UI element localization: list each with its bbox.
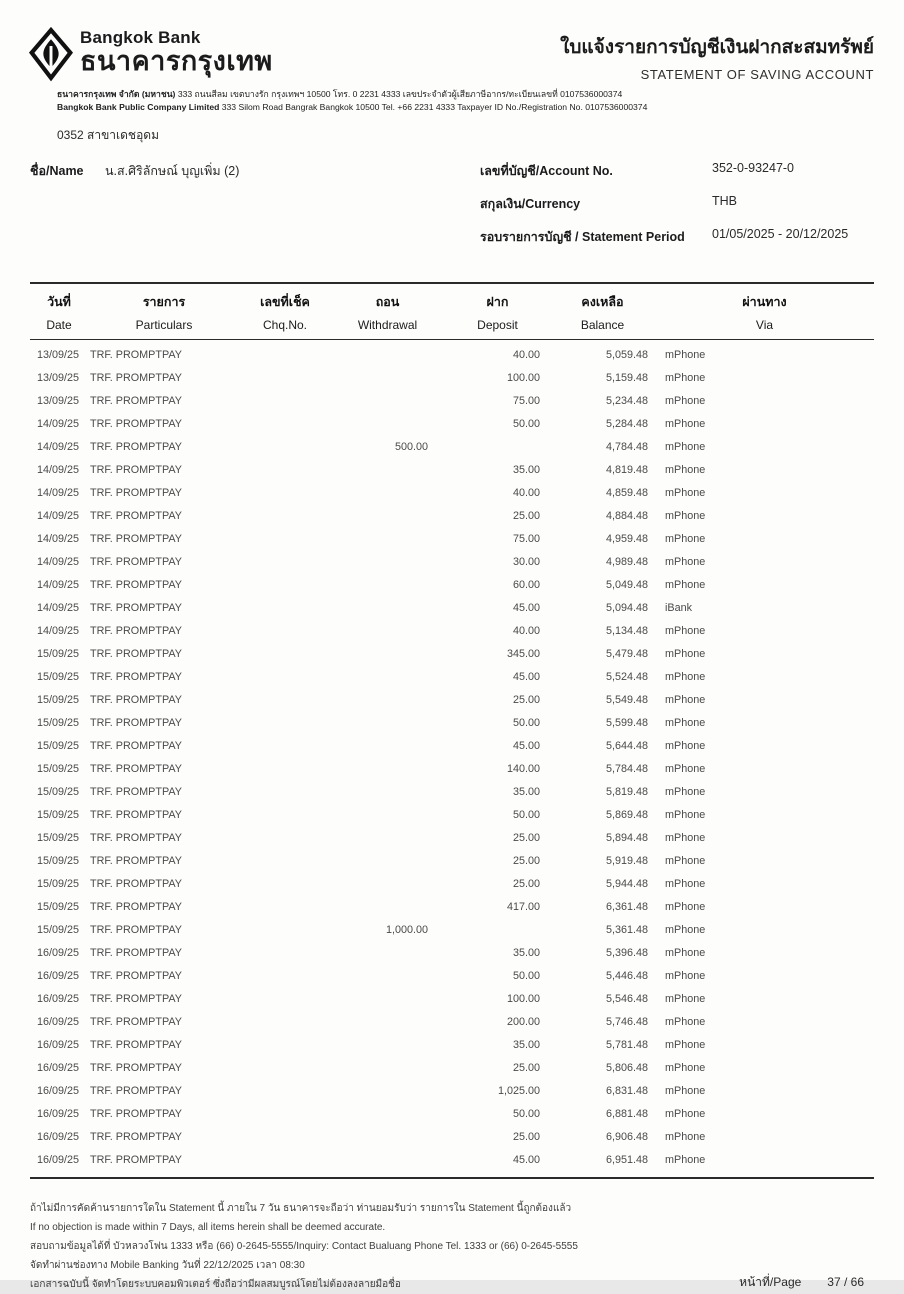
cell-via: mPhone: [665, 1016, 706, 1029]
cell-via: mPhone: [665, 717, 706, 730]
cell-balance: 4,784.48: [605, 441, 648, 454]
table-row: [30, 620, 874, 643]
table-row: [30, 1126, 874, 1149]
cell-deposit: 40.00: [512, 349, 540, 362]
cell-via: mPhone: [665, 556, 706, 569]
cell-balance: 6,831.48: [605, 1085, 648, 1098]
cell-date: 13/09/25: [37, 349, 80, 362]
cell-via: mPhone: [665, 533, 706, 546]
cell-via: mPhone: [665, 1154, 706, 1167]
cell-date: 16/09/25: [37, 1062, 80, 1075]
cell-particulars: TRF. PROMPTPAY: [90, 556, 182, 569]
cell-balance: 6,881.48: [605, 1108, 648, 1121]
column-header-cheque-no-english: Chq.No.: [262, 317, 308, 332]
cell-date: 16/09/25: [37, 947, 80, 960]
cell-balance: 6,361.48: [605, 901, 648, 914]
cell-date: 15/09/25: [37, 786, 80, 799]
cell-date: 16/09/25: [37, 1154, 80, 1167]
cell-particulars: TRF. PROMPTPAY: [90, 1062, 182, 1075]
column-header-balance-english: Balance: [580, 317, 625, 332]
table-row: [30, 482, 874, 505]
footer-disclaimer-english: If no objection is made within 7 Days, all items herein shall be deemed accurate.: [30, 1221, 386, 1233]
table-row: [30, 1057, 874, 1080]
cell-particulars: TRF. PROMPTPAY: [90, 395, 182, 408]
column-header-withdrawal: [330, 292, 445, 332]
bank-address-english-rest: 333 Silom Road Bangrak Bangkok 10500 Tel. +66 2231 4333 Taxpayer ID No./Registration No. 0107536000374: [219, 101, 648, 112]
page-number: [739, 1273, 864, 1292]
table-row: [30, 919, 874, 942]
cell-date: 14/09/25: [37, 625, 80, 638]
cell-particulars: TRF. PROMPTPAY: [90, 1085, 182, 1098]
bank-address-english: [57, 101, 874, 114]
cell-balance: 4,859.48: [605, 487, 648, 500]
bank-address-thai-rest: 333 ถนนสีลม เขตบางรัก กรุงเทพฯ 10500 โทร. 0 2231 4333 เลขประจำตัวผู้เสียภาษีอากร/ทะเบียนเลขที่ 0107536000374: [175, 89, 623, 99]
cell-deposit: 35.00: [512, 1039, 540, 1052]
table-row: [30, 1080, 874, 1103]
name-label: ชื่อ/Name: [30, 163, 84, 178]
cell-particulars: TRF. PROMPTPAY: [90, 993, 182, 1006]
cell-via: mPhone: [665, 1085, 706, 1098]
cell-balance: 5,524.48: [605, 671, 648, 684]
cell-via: mPhone: [665, 947, 706, 960]
table-row: [30, 758, 874, 781]
cell-via: mPhone: [665, 1131, 706, 1144]
cell-date: 14/09/25: [37, 441, 80, 454]
cell-deposit: 35.00: [512, 947, 540, 960]
table-row: [30, 413, 874, 436]
statement-period-label: รอบรายการบัญชี / Statement Period: [480, 229, 685, 244]
cell-deposit: 200.00: [506, 1016, 540, 1029]
cell-date: 16/09/25: [37, 1016, 80, 1029]
table-row: [30, 873, 874, 896]
column-header-deposit: [445, 292, 550, 332]
table-row: [30, 367, 874, 390]
cell-via: mPhone: [665, 1062, 706, 1075]
column-header-particulars-english: Particulars: [135, 317, 193, 332]
cell-balance: 5,361.48: [605, 924, 648, 937]
footer-computer-generated-line: เอกสารฉบับนี้ จัดทำโดยระบบคอมพิวเตอร์ ซึ่งถือว่ามีผลสมบูรณ์โดยไม่ต้องลงลายมือชื่อ: [30, 1278, 401, 1290]
cell-via: mPhone: [665, 1039, 706, 1052]
cell-balance: 5,049.48: [605, 579, 648, 592]
cell-date: 13/09/25: [37, 372, 80, 385]
cell-via: mPhone: [665, 832, 706, 845]
cell-balance: 5,479.48: [605, 648, 648, 661]
cell-balance: 5,284.48: [605, 418, 648, 431]
table-row: [30, 781, 874, 804]
cell-date: 15/09/25: [37, 878, 80, 891]
cell-date: 14/09/25: [37, 464, 80, 477]
statement-rows: [30, 340, 874, 1177]
document-titles: [560, 26, 874, 82]
cell-balance: 5,599.48: [605, 717, 648, 730]
cell-withdrawal: 500.00: [394, 441, 428, 454]
column-header-via: [655, 292, 874, 332]
footer-disclaimer-thai: ถ้าไม่มีการคัดค้านรายการใดใน Statement นี้ ภายใน 7 วัน ธนาคารจะถือว่า ท่านยอมรับว่า รายการใน Statement นี้ถูกต้องแล้ว: [30, 1202, 572, 1214]
cell-deposit: 100.00: [506, 993, 540, 1006]
cell-particulars: TRF. PROMPTPAY: [90, 579, 182, 592]
cell-withdrawal: 1,000.00: [385, 924, 428, 937]
cell-date: 15/09/25: [37, 694, 80, 707]
cell-deposit: 35.00: [512, 786, 540, 799]
cell-particulars: TRF. PROMPTPAY: [90, 694, 182, 707]
cell-via: mPhone: [665, 349, 706, 362]
page-header: [0, 0, 904, 82]
bank-name-english: Bangkok Bank: [80, 28, 201, 47]
cell-date: 15/09/25: [37, 809, 80, 822]
table-row: [30, 1103, 874, 1126]
page-footer: [30, 1199, 874, 1294]
column-header-date-thai: วันที่: [47, 294, 71, 309]
column-header-deposit-english: Deposit: [477, 317, 518, 332]
cell-date: 15/09/25: [37, 901, 80, 914]
cell-date: 16/09/25: [37, 993, 80, 1006]
cell-date: 14/09/25: [37, 487, 80, 500]
column-header-via-thai: ผ่านทาง: [742, 294, 787, 309]
cell-deposit: 45.00: [512, 740, 540, 753]
bank-names: [80, 26, 273, 75]
cell-balance: 5,746.48: [605, 1016, 648, 1029]
bank-address-thai-lead: ธนาคารกรุงเทพ จำกัด (มหาชน): [57, 89, 176, 99]
cell-particulars: TRF. PROMPTPAY: [90, 464, 182, 477]
cell-particulars: TRF. PROMPTPAY: [90, 1154, 182, 1167]
cell-particulars: TRF. PROMPTPAY: [90, 1131, 182, 1144]
cell-deposit: 75.00: [512, 395, 540, 408]
table-row: [30, 505, 874, 528]
cell-particulars: TRF. PROMPTPAY: [90, 740, 182, 753]
account-number-label: เลขที่บัญชี/Account No.: [480, 163, 613, 178]
table-row: [30, 712, 874, 735]
cell-balance: 5,396.48: [605, 947, 648, 960]
cell-date: 15/09/25: [37, 855, 80, 868]
account-info: [30, 161, 874, 260]
cell-balance: 6,906.48: [605, 1131, 648, 1144]
table-row: [30, 643, 874, 666]
cell-date: 16/09/25: [37, 1108, 80, 1121]
cell-date: 15/09/25: [37, 671, 80, 684]
cell-via: iBank: [665, 602, 693, 615]
account-number-row: [480, 161, 874, 181]
cell-particulars: TRF. PROMPTPAY: [90, 418, 182, 431]
bank-name-thai: ธนาคารกรุงเทพ: [80, 45, 273, 76]
table-row: [30, 1149, 874, 1172]
cell-balance: 5,159.48: [605, 372, 648, 385]
table-row: [30, 1034, 874, 1057]
page-number-label: หน้าที่/Page: [739, 1274, 802, 1289]
cell-via: mPhone: [665, 648, 706, 661]
cell-particulars: TRF. PROMPTPAY: [90, 625, 182, 638]
cell-balance: 4,989.48: [605, 556, 648, 569]
cell-date: 16/09/25: [37, 1085, 80, 1098]
cell-particulars: TRF. PROMPTPAY: [90, 717, 182, 730]
cell-deposit: 25.00: [512, 855, 540, 868]
document-title-thai: ใบแจ้งรายการบัญชีเงินฝากสะสมทรัพย์: [560, 37, 874, 58]
cell-particulars: TRF. PROMPTPAY: [90, 441, 182, 454]
cell-balance: 5,446.48: [605, 970, 648, 983]
cell-balance: 5,234.48: [605, 395, 648, 408]
cell-particulars: TRF. PROMPTPAY: [90, 809, 182, 822]
cell-deposit: 25.00: [512, 878, 540, 891]
cell-via: mPhone: [665, 625, 706, 638]
table-row: [30, 459, 874, 482]
cell-date: 15/09/25: [37, 763, 80, 776]
bank-address-english-lead: Bangkok Bank Public Company Limited: [57, 101, 220, 112]
document-title-english: STATEMENT OF SAVING ACCOUNT: [640, 67, 874, 82]
cell-balance: 5,644.48: [605, 740, 648, 753]
table-row: [30, 735, 874, 758]
cell-balance: 6,951.48: [605, 1154, 648, 1167]
bangkok-bank-lotus-logo-icon: [30, 28, 72, 80]
cell-deposit: 100.00: [506, 372, 540, 385]
cell-balance: 5,894.48: [605, 832, 648, 845]
cell-deposit: 50.00: [512, 418, 540, 431]
column-header-cheque-no: [240, 292, 330, 332]
cell-via: mPhone: [665, 993, 706, 1006]
cell-deposit: 50.00: [512, 809, 540, 822]
cell-via: mPhone: [665, 441, 706, 454]
table-row: [30, 551, 874, 574]
cell-deposit: 30.00: [512, 556, 540, 569]
cell-particulars: TRF. PROMPTPAY: [90, 510, 182, 523]
cell-balance: 5,869.48: [605, 809, 648, 822]
cell-deposit: 40.00: [512, 625, 540, 638]
cell-deposit: 50.00: [512, 970, 540, 983]
table-row: [30, 896, 874, 919]
cell-deposit: 75.00: [512, 533, 540, 546]
table-row: [30, 528, 874, 551]
currency-label: สกุลเงิน/Currency: [480, 196, 581, 211]
cell-particulars: TRF. PROMPTPAY: [90, 533, 182, 546]
cell-deposit: 345.00: [506, 648, 540, 661]
table-row: [30, 689, 874, 712]
cell-deposit: 50.00: [512, 1108, 540, 1121]
cell-deposit: 25.00: [512, 510, 540, 523]
cell-particulars: TRF. PROMPTPAY: [90, 901, 182, 914]
cell-date: 15/09/25: [37, 832, 80, 845]
cell-date: 16/09/25: [37, 1131, 80, 1144]
account-details: [480, 161, 874, 260]
cell-date: 14/09/25: [37, 579, 80, 592]
cell-date: 15/09/25: [37, 717, 80, 730]
table-row: [30, 965, 874, 988]
cell-via: mPhone: [665, 372, 706, 385]
cell-date: 14/09/25: [37, 510, 80, 523]
cell-particulars: TRF. PROMPTPAY: [90, 349, 182, 362]
cell-particulars: TRF. PROMPTPAY: [90, 947, 182, 960]
page-number-value: 37 / 66: [827, 1274, 864, 1289]
column-header-cheque-no-thai: เลขที่เช็ค: [260, 294, 310, 309]
column-header-via-english: Via: [755, 317, 774, 332]
bank-brand: [30, 26, 273, 80]
footer-channel-line: จัดทำผ่านช่องทาง Mobile Banking วันที่ 22/12/2025 เวลา 08:30: [30, 1259, 305, 1271]
table-row: [30, 850, 874, 873]
cell-balance: 5,549.48: [605, 694, 648, 707]
cell-balance: 5,806.48: [605, 1062, 648, 1075]
cell-balance: 5,134.48: [605, 625, 648, 638]
account-holder: [30, 161, 480, 260]
table-row: [30, 988, 874, 1011]
cell-particulars: TRF. PROMPTPAY: [90, 671, 182, 684]
table-row: [30, 666, 874, 689]
cell-particulars: TRF. PROMPTPAY: [90, 1108, 182, 1121]
table-row: [30, 344, 874, 367]
cell-via: mPhone: [665, 809, 706, 822]
cell-via: mPhone: [665, 418, 706, 431]
cell-deposit: 1,025.00: [497, 1085, 540, 1098]
table-row: [30, 942, 874, 965]
cell-date: 16/09/25: [37, 1039, 80, 1052]
cell-date: 15/09/25: [37, 924, 80, 937]
cell-balance: 4,959.48: [605, 533, 648, 546]
column-header-date: [30, 292, 88, 332]
cell-deposit: 45.00: [512, 671, 540, 684]
cell-deposit: 417.00: [506, 901, 540, 914]
statement-period-row: [480, 227, 874, 247]
cell-particulars: TRF. PROMPTPAY: [90, 648, 182, 661]
cell-via: mPhone: [665, 464, 706, 477]
column-header-date-english: Date: [46, 317, 72, 332]
column-header-particulars: [88, 292, 240, 332]
cell-deposit: 25.00: [512, 694, 540, 707]
cell-particulars: TRF. PROMPTPAY: [90, 487, 182, 500]
cell-particulars: TRF. PROMPTPAY: [90, 832, 182, 845]
bank-address-block: [57, 88, 874, 114]
cell-balance: 5,094.48: [605, 602, 648, 615]
cell-particulars: TRF. PROMPTPAY: [90, 786, 182, 799]
cell-balance: 4,819.48: [605, 464, 648, 477]
column-header-balance-thai: คงเหลือ: [581, 294, 624, 309]
statement-period-value: 01/05/2025 - 20/12/2025: [712, 226, 849, 241]
table-header: [30, 284, 874, 340]
cell-particulars: TRF. PROMPTPAY: [90, 1039, 182, 1052]
cell-balance: 5,781.48: [605, 1039, 648, 1052]
cell-via: mPhone: [665, 786, 706, 799]
cell-deposit: 25.00: [512, 1062, 540, 1075]
cell-balance: 5,546.48: [605, 993, 648, 1006]
cell-date: 15/09/25: [37, 648, 80, 661]
cell-via: mPhone: [665, 671, 706, 684]
cell-particulars: TRF. PROMPTPAY: [90, 1016, 182, 1029]
cell-deposit: 45.00: [512, 1154, 540, 1167]
cell-via: mPhone: [665, 1108, 706, 1121]
cell-deposit: 50.00: [512, 717, 540, 730]
cell-via: mPhone: [665, 487, 706, 500]
currency-value: THB: [712, 193, 737, 208]
cell-via: mPhone: [665, 395, 706, 408]
cell-via: mPhone: [665, 878, 706, 891]
cell-particulars: TRF. PROMPTPAY: [90, 855, 182, 868]
cell-date: 14/09/25: [37, 602, 80, 615]
cell-via: mPhone: [665, 970, 706, 983]
table-row: [30, 436, 874, 459]
cell-via: mPhone: [665, 694, 706, 707]
cell-deposit: 60.00: [512, 579, 540, 592]
cell-via: mPhone: [665, 901, 706, 914]
cell-via: mPhone: [665, 510, 706, 523]
cell-balance: 5,944.48: [605, 878, 648, 891]
cell-via: mPhone: [665, 855, 706, 868]
cell-deposit: 140.00: [506, 763, 540, 776]
footer-inquiry-line: สอบถามข้อมูลได้ที่ บัวหลวงโฟน 1333 หรือ (66) 0-2645-5555/Inquiry: Contact Bualuang Phone Tel. 1333 or (66) 0-2645-5555: [30, 1240, 578, 1252]
cell-particulars: TRF. PROMPTPAY: [90, 602, 182, 615]
table-row: [30, 804, 874, 827]
cell-via: mPhone: [665, 579, 706, 592]
cell-deposit: 25.00: [512, 1131, 540, 1144]
table-row: [30, 827, 874, 850]
account-number-value: 352-0-93247-0: [712, 160, 795, 175]
cell-via: mPhone: [665, 763, 706, 776]
transactions-table: [30, 282, 874, 1179]
cell-particulars: TRF. PROMPTPAY: [90, 878, 182, 891]
currency-row: [480, 194, 874, 214]
cell-particulars: TRF. PROMPTPAY: [90, 924, 182, 937]
name-value: น.ส.ศิริลักษณ์ บุญเพิ่ม (2): [105, 163, 240, 178]
cell-particulars: TRF. PROMPTPAY: [90, 372, 182, 385]
cell-balance: 5,919.48: [605, 855, 648, 868]
cell-particulars: TRF. PROMPTPAY: [90, 763, 182, 776]
table-row: [30, 390, 874, 413]
table-row: [30, 1011, 874, 1034]
cell-deposit: 40.00: [512, 487, 540, 500]
cell-deposit: 35.00: [512, 464, 540, 477]
cell-balance: 5,059.48: [605, 349, 648, 362]
cell-deposit: 25.00: [512, 832, 540, 845]
cell-date: 14/09/25: [37, 556, 80, 569]
cell-date: 16/09/25: [37, 970, 80, 983]
branch-name: 0352 สาขาเดชอุดม: [57, 127, 159, 142]
cell-balance: 5,784.48: [605, 763, 648, 776]
table-row: [30, 574, 874, 597]
table-row: [30, 597, 874, 620]
cell-deposit: 45.00: [512, 602, 540, 615]
column-header-deposit-thai: ฝาก: [486, 294, 509, 309]
cell-date: 13/09/25: [37, 395, 80, 408]
cell-particulars: TRF. PROMPTPAY: [90, 970, 182, 983]
cell-balance: 5,819.48: [605, 786, 648, 799]
cell-date: 14/09/25: [37, 533, 80, 546]
cell-via: mPhone: [665, 924, 706, 937]
column-header-withdrawal-thai: ถอน: [375, 294, 400, 309]
cell-via: mPhone: [665, 740, 706, 753]
column-header-balance: [550, 292, 655, 332]
column-header-particulars-thai: รายการ: [142, 294, 186, 309]
cell-balance: 4,884.48: [605, 510, 648, 523]
cell-date: 14/09/25: [37, 418, 80, 431]
column-header-withdrawal-english: Withdrawal: [357, 317, 418, 332]
cell-date: 15/09/25: [37, 740, 80, 753]
bank-address-thai: [57, 88, 874, 101]
